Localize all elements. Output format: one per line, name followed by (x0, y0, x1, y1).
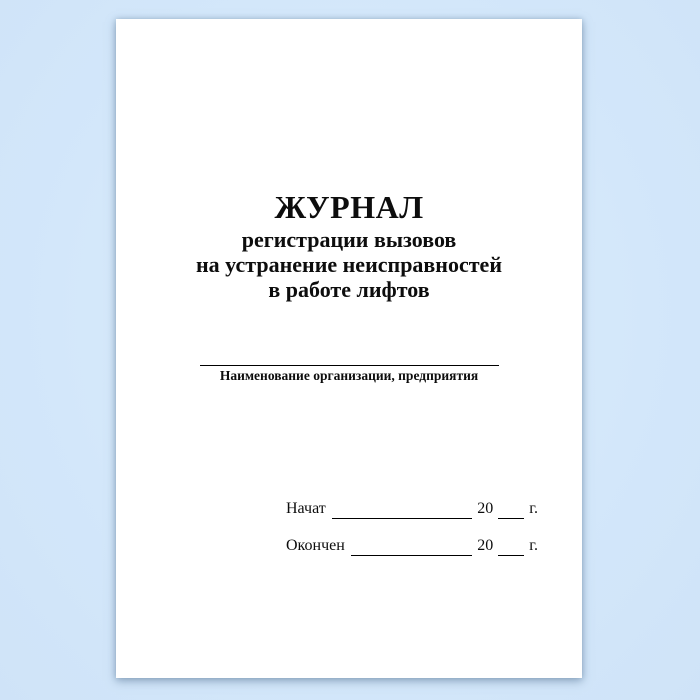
journal-cover-page (116, 19, 582, 678)
organization-caption: Наименование организации, предприятия (219, 368, 479, 383)
organization-fill-line (200, 365, 499, 366)
finished-year-century: 20 (477, 537, 494, 554)
finished-year-suffix: г. (529, 537, 538, 554)
started-year-suffix: г. (529, 500, 538, 517)
started-label: Начат (286, 500, 326, 517)
organization-block (116, 365, 582, 384)
started-date-fill-line (332, 500, 472, 519)
dates-block (286, 499, 538, 573)
finished-year-fill-line (498, 537, 524, 556)
title-block (116, 187, 582, 302)
finished-date-fill-line (351, 537, 472, 556)
journal-subtitle-line-3: в работе лифтов (268, 277, 430, 302)
date-row-finished (286, 536, 538, 556)
finished-label: Окончен (286, 537, 345, 554)
started-year-century: 20 (477, 500, 494, 517)
journal-subtitle-line-1: регистрации вызовов (241, 227, 457, 252)
journal-subtitle-line-2: на устранение неисправностей (196, 252, 502, 277)
date-row-started (286, 499, 538, 519)
started-year-fill-line (498, 500, 524, 519)
journal-title: ЖУРНАЛ (274, 189, 424, 225)
